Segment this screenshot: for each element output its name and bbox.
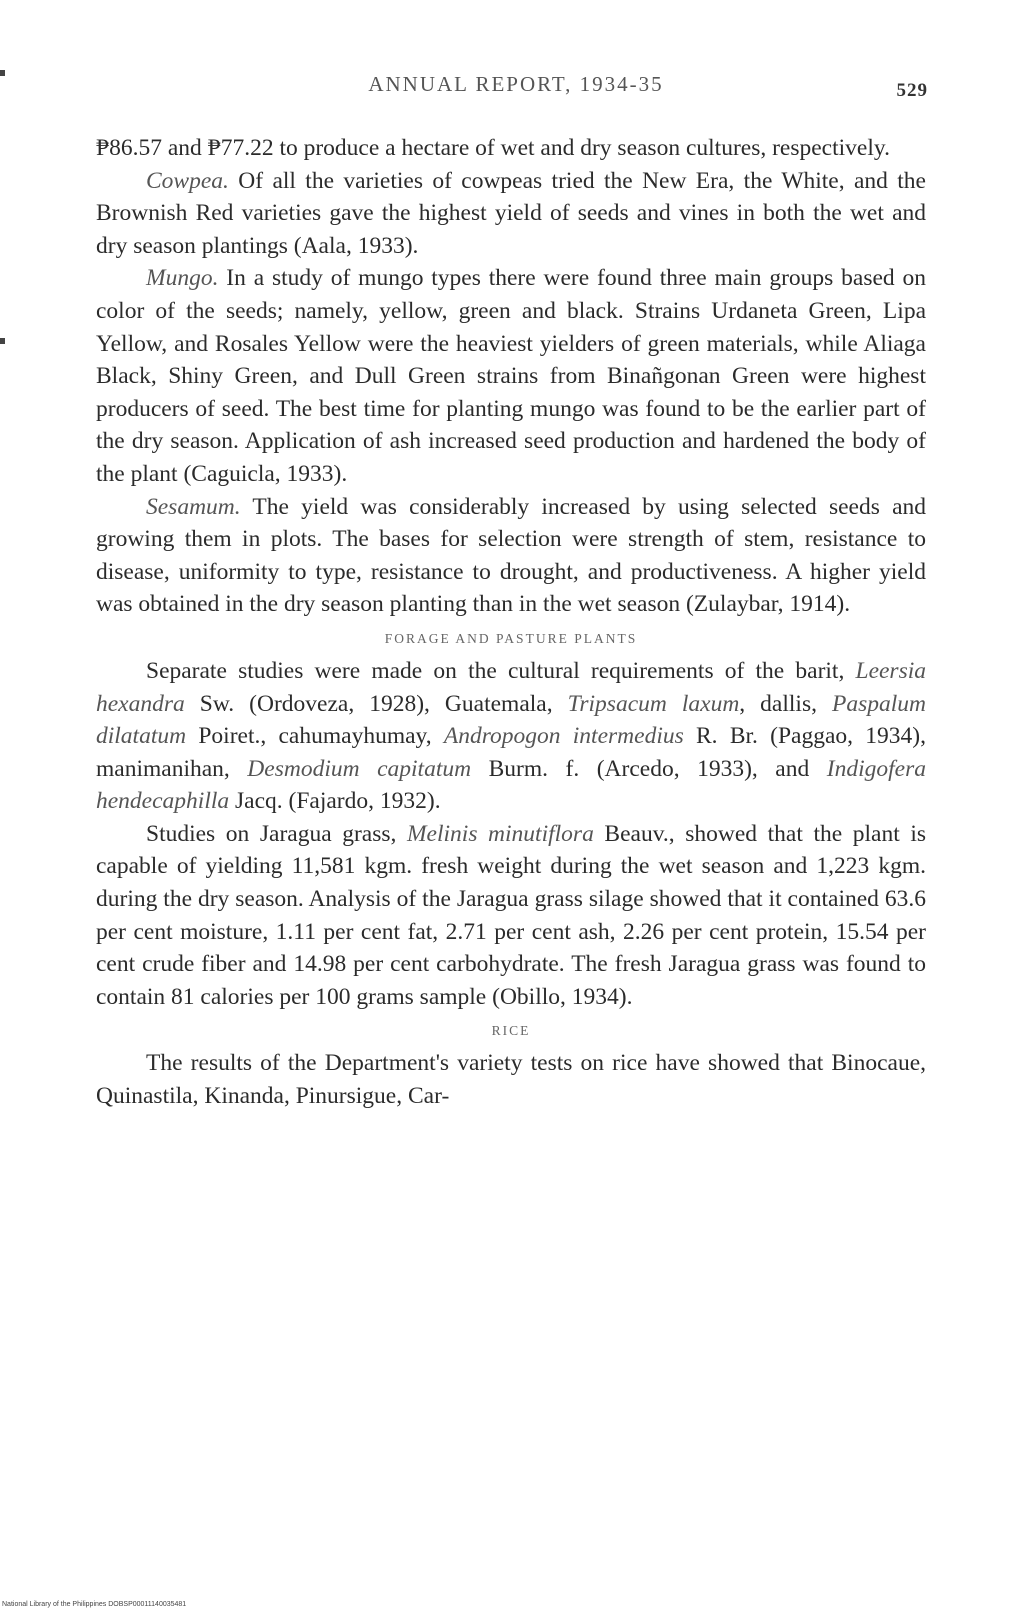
sci-name: Leersia hexandra xyxy=(96,657,926,717)
forage-text: , dallis, xyxy=(739,690,832,717)
page-body xyxy=(96,132,926,1113)
sci-name: Desmodium capitatum xyxy=(247,755,472,782)
jaragua-text: Studies on Jaragua grass, xyxy=(146,820,407,847)
heading-forage: FORAGE AND PASTURE PLANTS xyxy=(384,630,638,646)
running-header xyxy=(96,72,936,108)
sci-name: Melinis minutiflora xyxy=(406,820,594,847)
forage-text: Burm. f. (Arcedo, 1933), and xyxy=(471,755,827,782)
sci-name: Tripsacum laxum xyxy=(567,690,740,717)
paragraph-mungo xyxy=(96,262,926,490)
paragraph-cost: ₱86.57 and ₱77.22 to produce a hectare of wet and dry season cultures, respectively. xyxy=(96,135,890,161)
library-stamp: National Library of the Philippines DOBSP00011140035481 xyxy=(2,1601,187,1608)
paragraph-cowpea xyxy=(96,165,926,263)
cowpea-text: Of all the varieties of cowpeas tried the New Era, the White, and the Brownish Red varieties gave the highest yield of seeds and vines in both the wet and dry season plantings (Aala, 1933). xyxy=(96,167,926,259)
running-title: ANNUAL REPORT, 1934-35 xyxy=(368,72,664,96)
sci-name: Indigofera hendecaphilla xyxy=(96,755,926,815)
forage-text: Separate studies were made on the cultural requirements of the barit, xyxy=(146,657,856,684)
mungo-lead: Mungo. xyxy=(146,265,219,292)
forage-text: R. Br. (Paggao, 1934), manimanihan, xyxy=(96,723,926,782)
forage-text: Jacq. (Fajardo, 1932). xyxy=(229,788,441,815)
sci-name: Paspalum dilatatum xyxy=(96,690,926,750)
paragraph-jaragua xyxy=(96,818,926,1014)
scan-edge-mark xyxy=(0,338,5,344)
paragraph-rice: The results of the Department's variety tests on rice have showed that Binocaue, Quinastila, Kinanda, Pinursigue, Car- xyxy=(96,1050,926,1110)
paragraph-sesamum xyxy=(96,491,926,621)
sci-name: Andropogon intermedius xyxy=(443,723,684,750)
forage-text: Sw. (Ordoveza, 1928), Guatemala, xyxy=(184,690,568,717)
scan-edge-mark xyxy=(0,70,5,76)
jaragua-text: Beauv., showed that the plant is capable of yielding 11,581 kgm. fresh weight during the wet season and 1,223 kgm. during the dry season. Analysis of the Jaragua grass silage showed that it contained 63.6 per cent moisture, 1.11 per cent fat, 2.71 per cent ash, 2.26 per cent protein, 15.54 per cent crude fiber and 14.98 per cent carbohydrate. The fresh Jaragua grass was found to contain 81 calories per 100 grams sample (Obillo, 1934). xyxy=(96,820,927,1010)
heading-rice: RICE xyxy=(491,1023,531,1039)
sesamum-text: The yield was considerably increased by using selected seeds and growing them in plots. The bases for selection were strength of stem, resistance to disease, uniformity to type, resistance to drought, and productiveness. A higher yield was obtained in the dry season planting than in the wet season (Zulaybar, 1914). xyxy=(96,493,926,618)
mungo-text: In a study of mungo types there were found three main groups based on color of the seeds; namely, yellow, green and black. Strains Urdaneta Green, Lipa Yellow, and Rosales Yellow were the heaviest yielders of green materials, while Aliaga Black, Shiny Green, and Dull Green strains from Binañgonan Green were highest producers of seed. The best time for planting mungo was found to be the earlier part of the dry season. Application of ash increased seed production and hardened the body of the plant (Caguicla, 1933). xyxy=(96,265,926,487)
sesamum-lead: Sesamum. xyxy=(146,493,241,520)
cowpea-lead: Cowpea. xyxy=(146,167,229,194)
page-number: 529 xyxy=(896,80,928,101)
forage-text: Poiret., cahumayhumay, xyxy=(186,723,444,750)
paragraph-forage-studies xyxy=(96,655,926,818)
